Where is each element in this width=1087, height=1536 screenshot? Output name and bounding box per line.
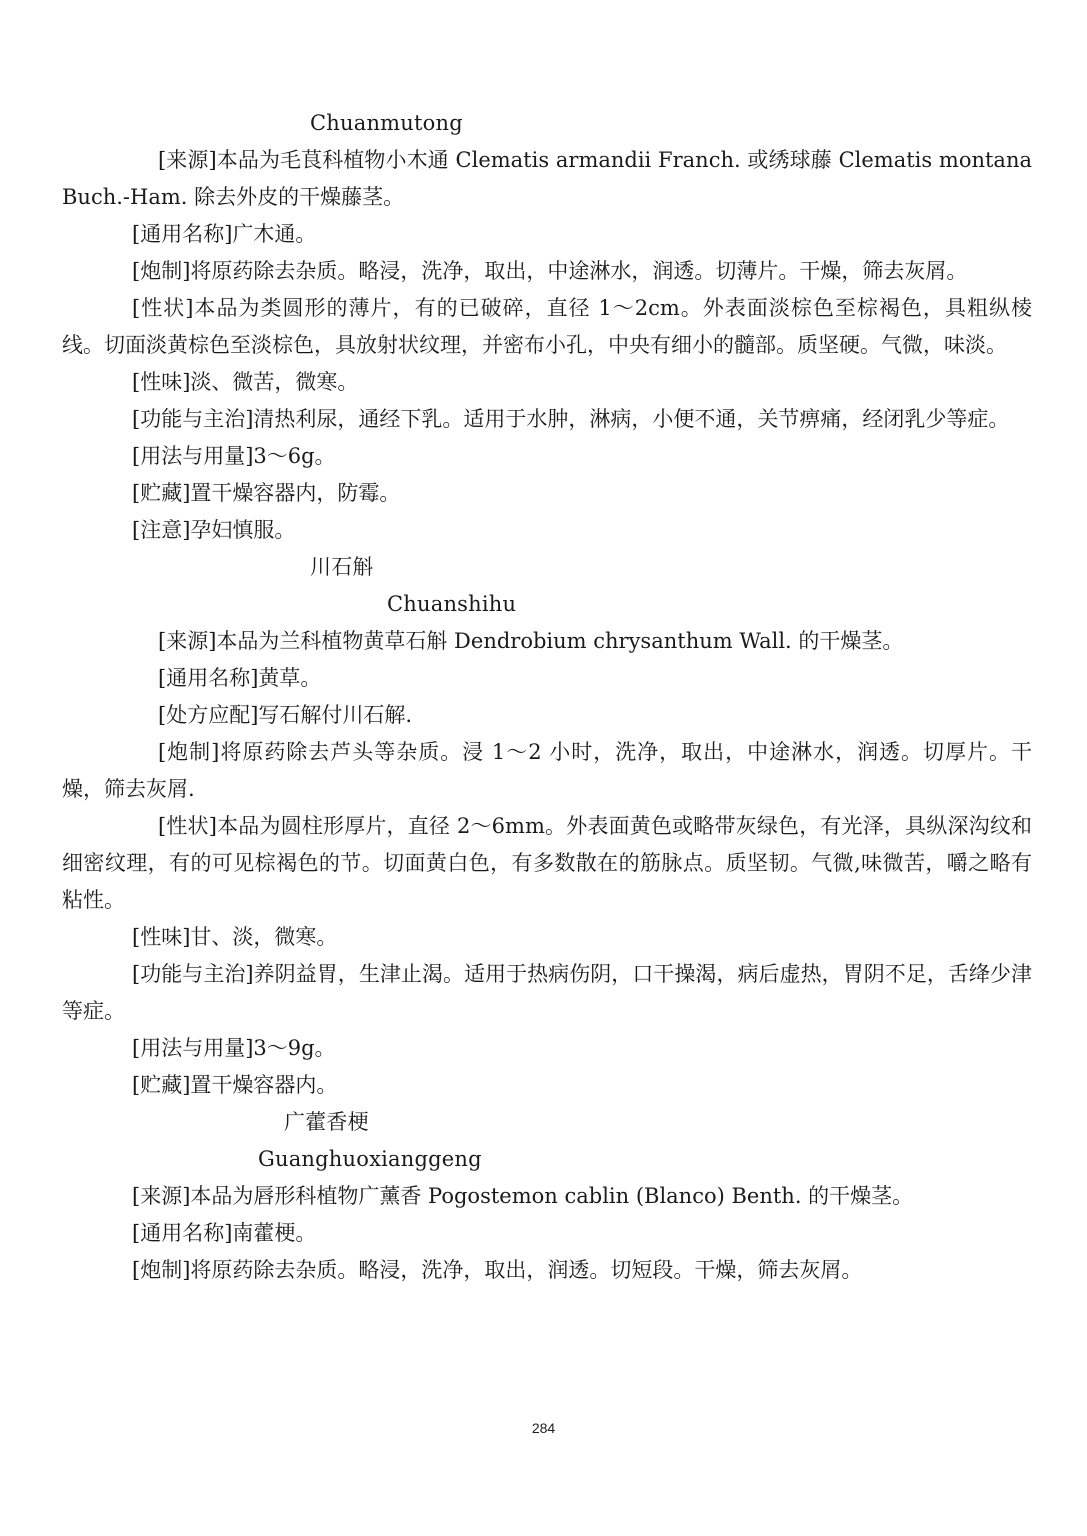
entry3-common-name: [通用名称]南藿梗。 bbox=[132, 1221, 317, 1245]
entry2-title: 川石斛 bbox=[310, 555, 374, 579]
entry2-pinyin: Chuanshihu bbox=[387, 592, 517, 616]
entry1-nature: [性味]淡、微苦，微寒。 bbox=[132, 370, 359, 394]
entry2-characters: [性状]本品为圆柱形厚片，直径 2～6mm。外表面黄色或略带灰绿色，有光泽，具纵深沟纹和细密纹理，有的可见棕褐色的节。切面黄白色，有多数散在的筋脉点。质坚韧。气微,味微苦，嚼之略有粘性。 bbox=[62, 814, 1032, 912]
entry1-pinyin: Chuanmutong bbox=[310, 111, 463, 135]
entry2-dosage: [用法与用量]3～9g。 bbox=[132, 1036, 336, 1060]
entry3-processing: [炮制]将原药除去杂质。略浸，洗净，取出，润透。切短段。干燥，筛去灰屑。 bbox=[132, 1258, 863, 1282]
document-page bbox=[62, 105, 1032, 1289]
entry2-processing: [炮制]将原药除去芦头等杂质。浸 1～2 小时，洗净，取出，中途淋水，润透。切厚片。干燥，筛去灰屑. bbox=[62, 740, 1032, 801]
entry2-common-name: [通用名称]黄草。 bbox=[158, 666, 322, 690]
entry1-functions: [功能与主治]清热利尿，通经下乳。适用于水肿，淋病，小便不通，关节痹痛，经闭乳少等症。 bbox=[132, 407, 1010, 431]
entry2-nature: [性味]甘、淡，微寒。 bbox=[132, 925, 338, 949]
entry2-prescription: [处方应配]写石解付川石解. bbox=[158, 703, 413, 727]
entry1-storage: [贮藏]置干燥容器内，防霉。 bbox=[132, 481, 401, 505]
page-number: 284 bbox=[531, 1420, 556, 1436]
entry2-source: [来源]本品为兰科植物黄草石斛 Dendrobium chrysanthum Wall. 的干燥茎。 bbox=[158, 629, 904, 653]
entry1-caution: [注意]孕妇慎服。 bbox=[132, 518, 296, 542]
entry3-pinyin: Guanghuoxianggeng bbox=[258, 1147, 482, 1171]
entry1-source: [来源]本品为毛茛科植物小木通 Clematis armandii Franch. 或绣球藤 Clematis montana Buch.-Ham. 除去外皮的干燥藤茎。 bbox=[62, 148, 1032, 209]
entry2-functions: [功能与主治]养阴益胃，生津止渴。适用于热病伤阴，口干操渴，病后虚热，胃阴不足，舌绛少津等症。 bbox=[62, 962, 1032, 1023]
entry1-dosage: [用法与用量]3～6g。 bbox=[132, 444, 336, 468]
entry1-processing: [炮制]将原药除去杂质。略浸，洗净，取出，中途淋水，润透。切薄片。干燥，筛去灰屑。 bbox=[132, 259, 968, 283]
entry1-common-name: [通用名称]广木通。 bbox=[132, 222, 317, 246]
entry3-title: 广藿香梗 bbox=[284, 1110, 369, 1134]
entry2-storage: [贮藏]置干燥容器内。 bbox=[132, 1073, 338, 1097]
entry3-source: [来源]本品为唇形科植物广薰香 Pogostemon cablin (Blanco) Benth. 的干燥茎。 bbox=[132, 1184, 914, 1208]
entry1-characters: [性状]本品为类圆形的薄片，有的已破碎，直径 1～2cm。外表面淡棕色至棕褐色，具粗纵棱线。切面淡黄棕色至淡棕色，具放射状纹理，并密布小孔，中央有细小的髓部。质坚硬。气微，味淡。 bbox=[62, 296, 1032, 357]
